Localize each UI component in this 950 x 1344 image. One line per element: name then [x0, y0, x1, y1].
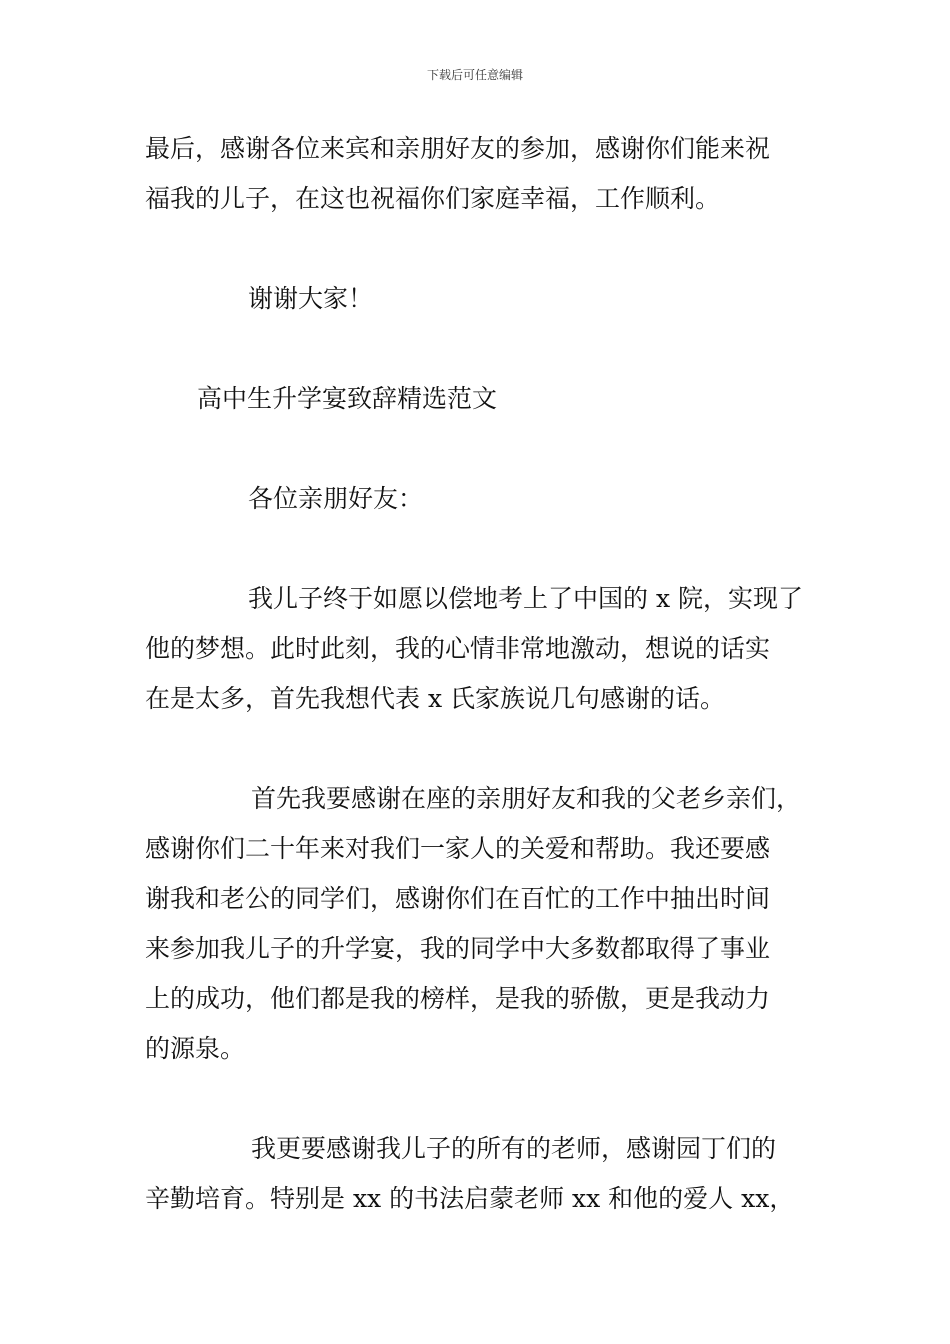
section-title: 高中生升学宴致辞精选范文 — [197, 384, 498, 413]
paragraph-line: 谢我和老公的同学们，感谢你们在百忙的工作中抽出时间 — [145, 884, 771, 913]
page-header: 下载后可任意编辑 — [426, 68, 523, 82]
paragraph-line: 他的梦想。此时此刻，我的心情非常地激动，想说的话实 — [145, 634, 771, 663]
paragraph-line: 来参加我儿子的升学宴，我的同学中大多数都取得了事业 — [145, 934, 771, 963]
paragraph-line: 在是太多，首先我想代表 x 氏家族说几句感谢的话。 — [145, 684, 725, 713]
paragraph-line: 我儿子终于如愿以偿地考上了中国的 x 院，实现了 — [248, 584, 803, 613]
closing-thanks: 谢谢大家！ — [248, 284, 374, 313]
paragraph-line: 我更要感谢我儿子的所有的老师，感谢园丁们的 — [251, 1134, 777, 1163]
paragraph-line: 最后，感谢各位来宾和亲朋好友的参加，感谢你们能来祝 — [145, 134, 771, 163]
paragraph-line: 首先我要感谢在座的亲朋好友和我的父老乡亲们， — [251, 784, 802, 813]
paragraph-line: 的源泉。 — [145, 1034, 246, 1063]
paragraph-line: 辛勤培育。特别是 xx 的书法启蒙老师 xx 和他的爱人 xx， — [145, 1184, 795, 1213]
document-body — [145, 124, 815, 1224]
salutation: 各位亲朋好友： — [248, 484, 424, 513]
paragraph-line: 感谢你们二十年来对我们一家人的关爱和帮助。我还要感 — [145, 834, 771, 863]
paragraph-line: 上的成功，他们都是我的榜样，是我的骄傲，更是我动力 — [145, 984, 771, 1013]
paragraph-line: 福我的儿子，在这也祝福你们家庭幸福，工作顺利。 — [145, 184, 721, 213]
